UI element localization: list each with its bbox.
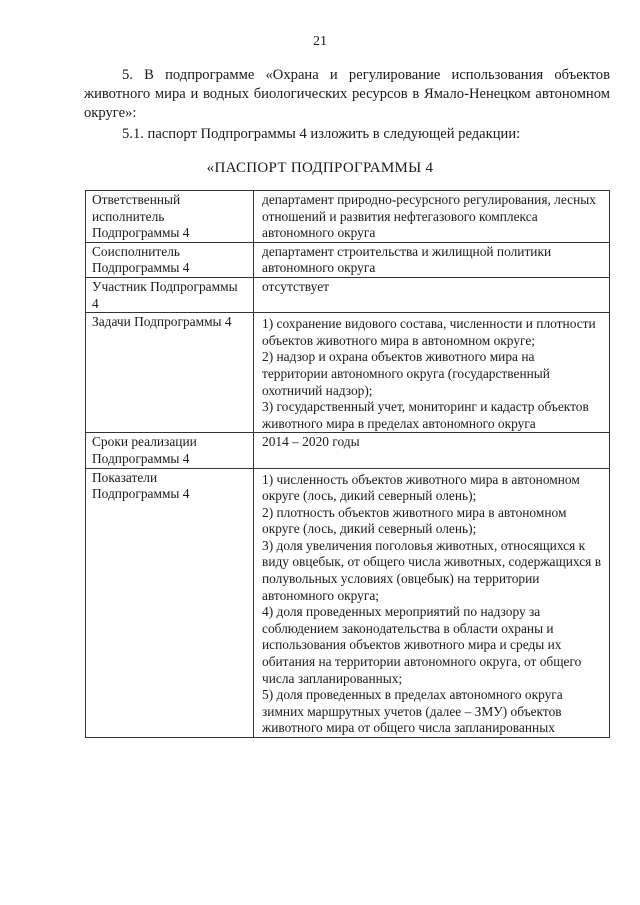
row-value-list — [254, 313, 610, 433]
indicator-item: 4) доля проведенных мероприятий по надзору за соблюдением законодательства в области охраны и использования объектов животного мира и среды их обитания на территории автономного округа, от общего числа запланированных; — [262, 604, 582, 686]
row-value-list — [254, 468, 610, 738]
task-item: 3) государственный учет, мониторинг и кадастр объектов животного мира в пределах автономного округа — [262, 399, 589, 431]
row-label: Показатели Подпрограммы 4 — [86, 468, 254, 738]
intro-paragraph-passport: 5.1. паспорт Подпрограммы 4 изложить в следующей редакции: — [122, 126, 521, 142]
passport-heading: «ПАСПОРТ ПОДПРОГРАММЫ 4 — [206, 160, 434, 176]
row-value: департамент природно-ресурсного регулирования, лесных отношений и развития нефтегазового комплекса автономного округа — [254, 191, 610, 243]
row-label: Задачи Подпрограммы 4 — [86, 313, 254, 433]
row-label: Участник Подпрограммы 4 — [86, 277, 254, 312]
indicator-item: 1) численность объектов животного мира в автономном округе (лось, дикий северный олень); — [262, 471, 580, 504]
indicator-item: 5) доля проведенных в пределах автономного округа зимних маршрутных учетов (далее – ЗМУ) объектов животного мира от общего числа запланированных — [262, 687, 563, 736]
row-value: отсутствует — [254, 277, 610, 312]
row-label: Ответственный исполнитель Подпрограммы 4 — [86, 191, 254, 243]
table-row-responsible — [86, 191, 610, 243]
row-value: департамент строительства и жилищной политики автономного округа — [254, 242, 610, 277]
table-row-tasks — [86, 313, 610, 433]
page-number: 21 — [313, 34, 327, 49]
indicator-item: 3) доля увеличения поголовья животных, относящихся к виду овцебык, от общего числа животных, содержащихся в полувольных условиях (овцебык) на территории автономного округа; — [262, 537, 602, 603]
intro-paragraph-amendment: 5. В подпрограмме «Охрана и регулирование использования объектов животного мира и водных биологических ресурсов в Ямало-Ненецком автономном округе»: — [84, 67, 610, 121]
intro-text — [84, 66, 610, 144]
table-row-timeline — [86, 433, 610, 468]
table-row-co-executor — [86, 242, 610, 277]
task-item: 2) надзор и охрана объектов животного мира на территории автономного округа (государственный охотничий надзор); — [262, 349, 550, 398]
passport-table — [85, 190, 610, 738]
row-label: Соисполнитель Подпрограммы 4 — [86, 242, 254, 277]
row-value: 2014 – 2020 годы — [254, 433, 610, 468]
task-item: 1) сохранение видового состава, численности и плотности объектов животного мира в автономном округе; — [262, 316, 596, 348]
table-row-indicators — [86, 468, 610, 738]
table-row-participant — [86, 277, 610, 312]
row-label: Сроки реализации Подпрограммы 4 — [86, 433, 254, 468]
indicator-item: 2) плотность объектов животного мира в автономном округе (лось, дикий северный олень); — [262, 504, 567, 537]
